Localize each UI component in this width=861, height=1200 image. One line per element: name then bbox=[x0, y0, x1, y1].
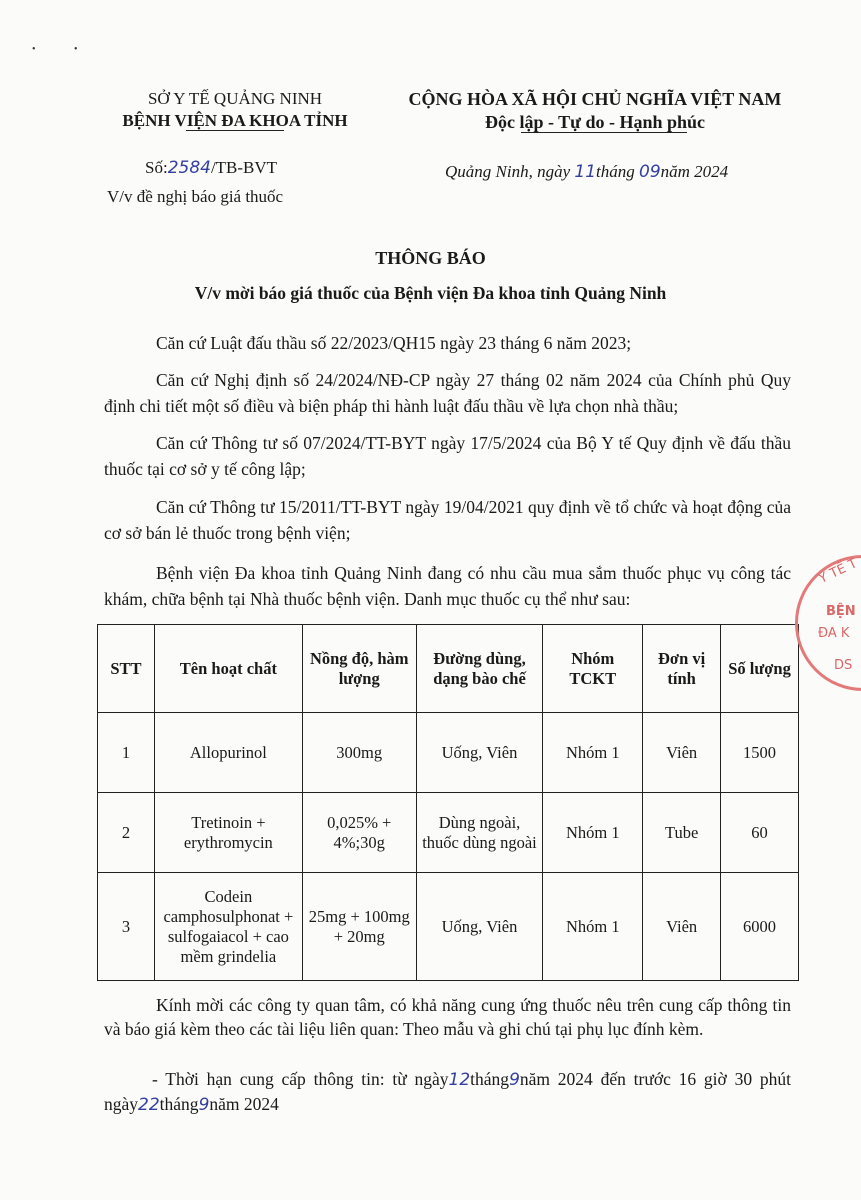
number-handwritten: 2584 bbox=[167, 158, 211, 178]
table-cell: 1 bbox=[98, 713, 155, 793]
table-cell: 2 bbox=[98, 793, 155, 873]
hospital-name: BỆNH VIỆN ĐA KHOA TỈNH bbox=[122, 111, 348, 130]
table-cell: Tube bbox=[643, 793, 721, 873]
table-cell: Tretinoin + erythromycin bbox=[154, 793, 302, 873]
stamp-bottom: DS bbox=[834, 658, 853, 673]
table-cell: 300mg bbox=[302, 713, 416, 793]
col-header: Nồng độ, hàm lượng bbox=[302, 625, 416, 713]
document-number: Số:2584/TB-BVT bbox=[145, 158, 278, 178]
place-date: Quảng Ninh, ngày 11tháng 09năm 2024 bbox=[445, 162, 729, 182]
nation-block bbox=[380, 88, 810, 134]
legal-basis-2: Căn cứ Nghị định số 24/2024/NĐ-CP ngày 27 tháng 02 năm 2024 của Chính phủ Quy định chi tiết một số điều và biện pháp thi hành luật đấu thầu về lựa chọn nhà thầu; bbox=[104, 370, 791, 416]
col-header: Nhóm TCKT bbox=[543, 625, 643, 713]
table-cell: Dùng ngoài, thuốc dùng ngoài bbox=[416, 793, 543, 873]
stamp-line-1: BỆN bbox=[826, 604, 856, 619]
official-stamp bbox=[795, 555, 861, 691]
legal-basis-4: Căn cứ Thông tư 15/2011/TT-BYT ngày 19/04/2021 quy định về tổ chức và hoạt động của cơ sở bán lẻ thuốc trong bệnh viện; bbox=[104, 497, 791, 543]
issuer-underline bbox=[186, 130, 284, 131]
stamp-arc-text: Y TẾ T bbox=[816, 556, 860, 587]
col-header: Đơn vị tính bbox=[643, 625, 721, 713]
legal-basis-3: Căn cứ Thông tư số 07/2024/TT-BYT ngày 17/5/2024 của Bộ Y tế Quy định về đấu thầu thuốc tại cơ sở y tế công lập; bbox=[104, 433, 791, 479]
notice-title: THÔNG BÁO bbox=[375, 248, 486, 268]
notice-subtitle: V/v mời báo giá thuốc của Bệnh viện Đa khoa tỉnh Quảng Ninh bbox=[194, 283, 667, 303]
deadline-from-day: 12 bbox=[448, 1070, 471, 1090]
table-cell: Nhóm 1 bbox=[543, 793, 643, 873]
col-header: Đường dùng, dạng bào chế bbox=[416, 625, 543, 713]
table-cell: Uống, Viên bbox=[416, 873, 543, 981]
col-header: Tên hoạt chất bbox=[154, 625, 302, 713]
document-subject: V/v đề nghị báo giá thuốc bbox=[107, 187, 284, 206]
invitation-text: Kính mời các công ty quan tâm, có khả năng cung ứng thuốc nêu trên cung cấp thông tin và báo giá kèm theo các tài liệu liên quan: Theo mẫu và ghi chú tại phụ lục đính kèm. bbox=[104, 995, 791, 1039]
table-cell: 1500 bbox=[721, 713, 799, 793]
table-cell: 6000 bbox=[721, 873, 799, 981]
deadline-to-month: 9 bbox=[198, 1095, 210, 1115]
table-cell: Viên bbox=[643, 873, 721, 981]
deadline-from-month: 9 bbox=[509, 1070, 520, 1090]
day-handwritten: 11 bbox=[574, 162, 597, 182]
issuer-block bbox=[70, 88, 400, 132]
table-row bbox=[98, 873, 799, 981]
nation-motto: Độc lập - Tự do - Hạnh phúc bbox=[484, 112, 706, 132]
table-cell: 60 bbox=[721, 793, 799, 873]
deadline-text: - Thời hạn cung cấp thông tin: từ ngày12tháng9năm 2024 đến trước 16 giờ 30 phút ngày22tháng9năm 2024 bbox=[104, 1069, 791, 1115]
table-row bbox=[98, 713, 799, 793]
deadline-to-day: 22 bbox=[138, 1095, 160, 1115]
scan-specks: • • bbox=[32, 44, 96, 55]
table-cell: Nhóm 1 bbox=[543, 713, 643, 793]
table-cell: Allopurinol bbox=[154, 713, 302, 793]
table-cell: Nhóm 1 bbox=[543, 873, 643, 981]
legal-basis-1: Căn cứ Luật đấu thầu số 22/2023/QH15 ngày 23 tháng 6 năm 2023; bbox=[156, 333, 632, 353]
table-cell: 0,025% + 4%;30g bbox=[302, 793, 416, 873]
stamp-line-2: ĐA K bbox=[818, 626, 850, 641]
table-header-row bbox=[98, 625, 799, 713]
table-cell: Codein camphosulphonat + sulfogaiacol + cao mềm grindelia bbox=[154, 873, 302, 981]
table-row bbox=[98, 793, 799, 873]
nation-name: CỘNG HÒA XÃ HỘI CHỦ NGHĨA VIỆT NAM bbox=[408, 89, 782, 109]
table-cell: 25mg + 100mg + 20mg bbox=[302, 873, 416, 981]
drug-list-table bbox=[97, 624, 799, 981]
table-cell: 3 bbox=[98, 873, 155, 981]
department-name: SỞ Y TẾ QUẢNG NINH bbox=[147, 89, 323, 108]
motto-underline bbox=[521, 132, 687, 133]
col-header: STT bbox=[98, 625, 155, 713]
col-header: Số lượng bbox=[721, 625, 799, 713]
month-handwritten: 09 bbox=[639, 162, 661, 182]
purchase-need: Bệnh viện Đa khoa tỉnh Quảng Ninh đang có nhu cầu mua sắm thuốc phục vụ công tác khám, chữa bệnh tại Nhà thuốc bệnh viện. Danh mục thuốc cụ thể như sau: bbox=[104, 563, 791, 609]
table-cell: Viên bbox=[643, 713, 721, 793]
table-cell: Uống, Viên bbox=[416, 713, 543, 793]
